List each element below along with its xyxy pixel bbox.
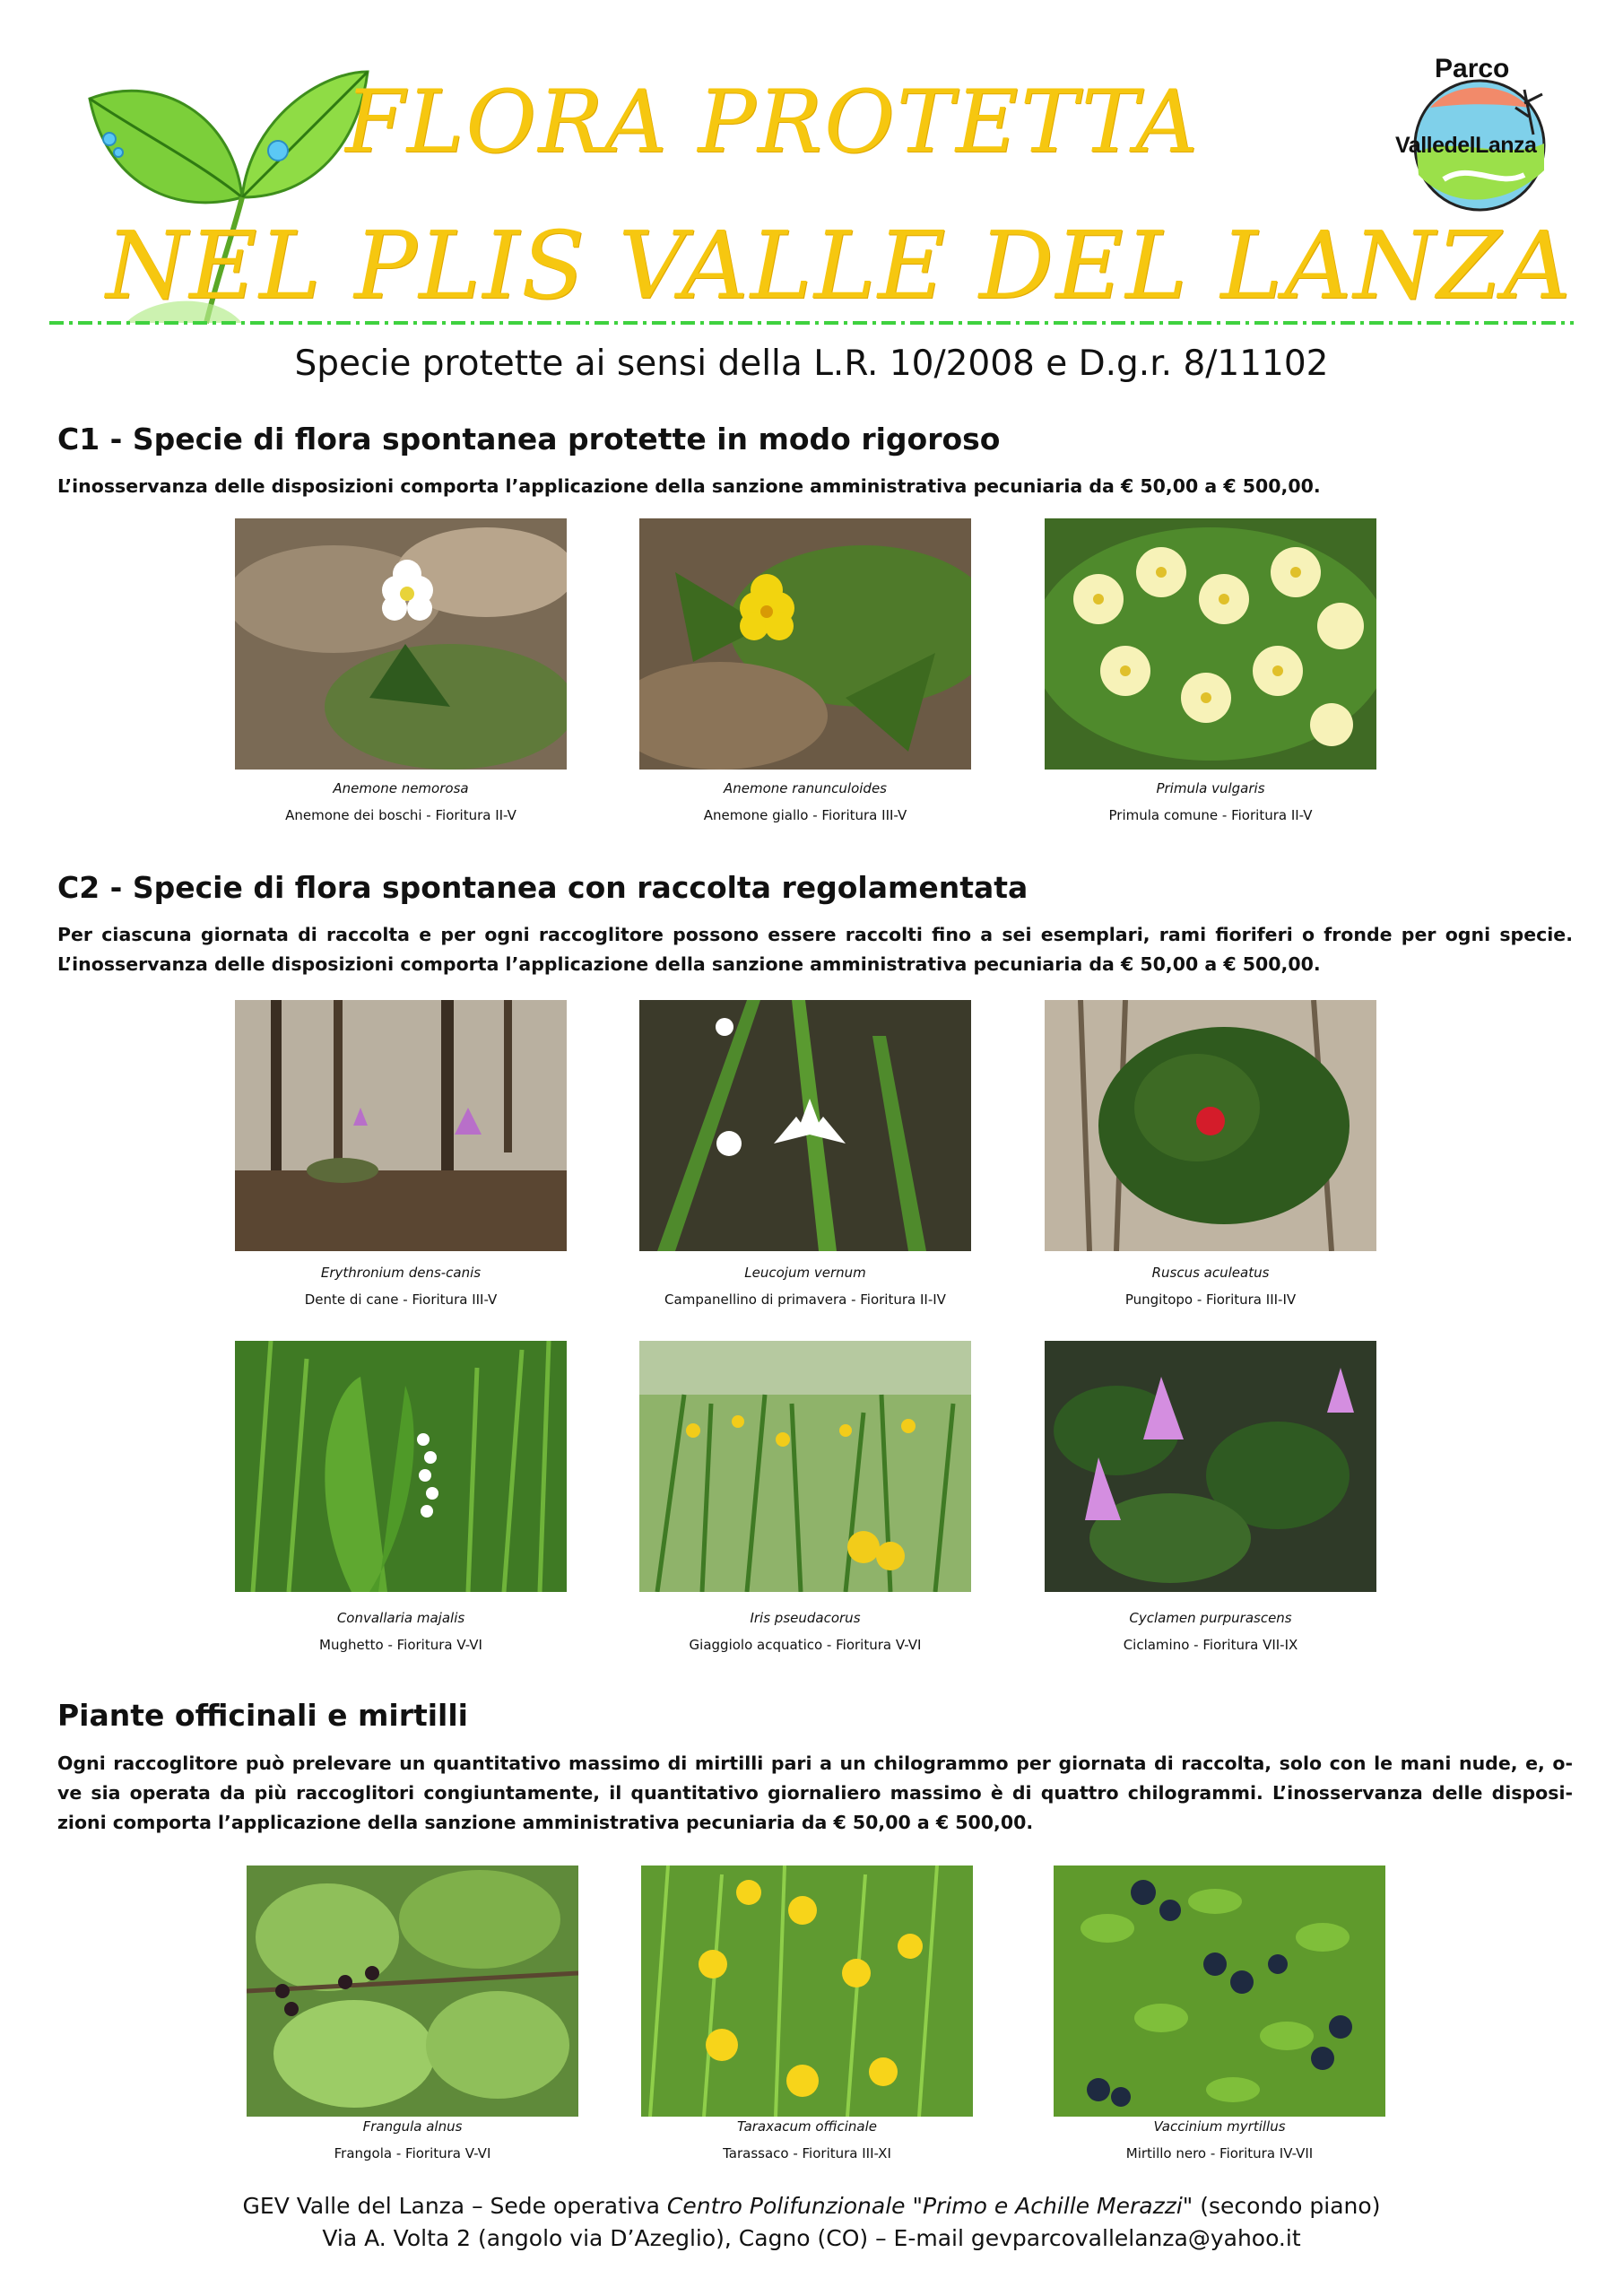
- footer-line-1-c: (secondo piano): [1193, 2193, 1381, 2219]
- photo-anemone-ranunculoides: [639, 518, 971, 770]
- photo-primula-vulgaris: [1045, 518, 1376, 770]
- caption-common: Frangola - Fioritura V-VI: [334, 2145, 491, 2161]
- footer-line-2: Via A. Volta 2 (angolo via D’Azeglio), Cagno (CO) – E-mail gevparcovallelanza@yahoo.it: [322, 2225, 1301, 2251]
- subtitle: Specie protette ai sensi della L.R. 10/2008 e D.g.r. 8/11102: [294, 344, 1329, 384]
- caption-common: Giaggiolo acquatico - Fioritura V-VI: [689, 1637, 922, 1653]
- header-divider: [49, 321, 1574, 325]
- footer-line-1-a: GEV Valle del Lanza – Sede operativa: [242, 2193, 667, 2219]
- caption-common: Mughetto - Fioritura V-VI: [319, 1637, 482, 1653]
- photo-cyclamen: [1045, 1341, 1376, 1592]
- photo-frangula: [247, 1866, 578, 2117]
- caption-common: Ciclamino - Fioritura VII-IX: [1123, 1637, 1298, 1653]
- caption-latin: Vaccinium myrtillus: [1153, 2118, 1286, 2135]
- section-c3-title: Piante officinali e mirtilli: [57, 1698, 468, 1733]
- photo-erythronium: [235, 1000, 567, 1251]
- caption-latin: Convallaria majalis: [336, 1610, 465, 1626]
- caption-latin: Iris pseudacorus: [750, 1610, 861, 1626]
- section-c1-text: L’inosservanza delle disposizioni comporta l’applicazione della sanzione amministrativa pecuniaria da € 50,00 a € 500,00.: [57, 475, 1321, 497]
- logo-text-parco: Parco: [1435, 54, 1510, 83]
- footer: [0, 2190, 1623, 2255]
- caption-latin: Cyclamen purpurascens: [1129, 1610, 1292, 1626]
- section-c1-title: C1 - Specie di flora spontanea protette in modo rigoroso: [57, 422, 1001, 457]
- caption-common: Anemone dei boschi - Fioritura II-V: [285, 807, 516, 823]
- caption-latin: Anemone ranunculoides: [724, 780, 887, 796]
- title-line-1: FLORA PROTETTA: [345, 72, 1200, 172]
- title-line-2: NEL PLIS VALLE DEL LANZA: [106, 211, 1573, 320]
- photo-ruscus: [1045, 1000, 1376, 1251]
- section-c3-text: Ogni raccoglitore può prelevare un quantitativo massimo di mirtilli pari a un chilogrammo per giornata di raccolta, solo con le mani nude, e, o- ve sia operata da più raccoglitori congiuntamente, il quantitativo giornaliero massimo è di quattro chilogrammi. L’inosservanza delle disposi- zioni comporta l’applicazione della sanzione amministrativa pecuniaria da € 50,00 a € 500,00.: [57, 1752, 1573, 1833]
- caption-common: Anemone giallo - Fioritura III-V: [703, 807, 907, 823]
- caption-common: Primula comune - Fioritura II-V: [1108, 807, 1313, 823]
- caption-common: Pungitopo - Fioritura III-IV: [1124, 1292, 1297, 1308]
- photo-vaccinium: [1054, 1866, 1385, 2117]
- caption-latin: Ruscus aculeatus: [1151, 1265, 1270, 1281]
- caption-common: Dente di cane - Fioritura III-V: [304, 1292, 498, 1308]
- caption-latin: Frangula alnus: [362, 2118, 463, 2135]
- caption-common: Campanellino di primavera - Fioritura II-IV: [664, 1292, 946, 1308]
- photo-leucojum: [639, 1000, 971, 1251]
- caption-latin: Anemone nemorosa: [333, 780, 469, 796]
- caption-latin: Leucojum vernum: [744, 1265, 866, 1281]
- caption-latin: Erythronium dens-canis: [320, 1265, 482, 1281]
- header: [0, 0, 1623, 332]
- footer-line-1: [0, 2190, 1623, 2222]
- logo-text-valle: ValledelLanza: [1395, 133, 1537, 158]
- caption-common: Mirtillo nero - Fioritura IV-VII: [1125, 2145, 1314, 2161]
- section-c2-text: Per ciascuna giornata di raccolta e per ogni raccoglitore possono essere raccolti fino a sei esemplari, rami fioriferi o fronde per ogni specie. L’inosservanza delle disposizioni comporta l’applicazione della sanzione amministrativa pecuniaria da € 50,00 a € 500,00.: [57, 924, 1573, 975]
- photo-anemone-nemorosa: [235, 518, 567, 770]
- photo-taraxacum: [641, 1866, 973, 2117]
- footer-line-1-b: Centro Polifunzionale "Primo e Achille Merazzi": [666, 2193, 1193, 2219]
- caption-latin: Primula vulgaris: [1156, 780, 1265, 796]
- photo-iris: [639, 1341, 971, 1592]
- section-c2-title: C2 - Specie di flora spontanea con raccolta regolamentata: [57, 870, 1028, 905]
- photo-convallaria: [235, 1341, 567, 1592]
- caption-latin: Taraxacum officinale: [736, 2118, 878, 2135]
- caption-common: Tarassaco - Fioritura III-XI: [723, 2145, 891, 2161]
